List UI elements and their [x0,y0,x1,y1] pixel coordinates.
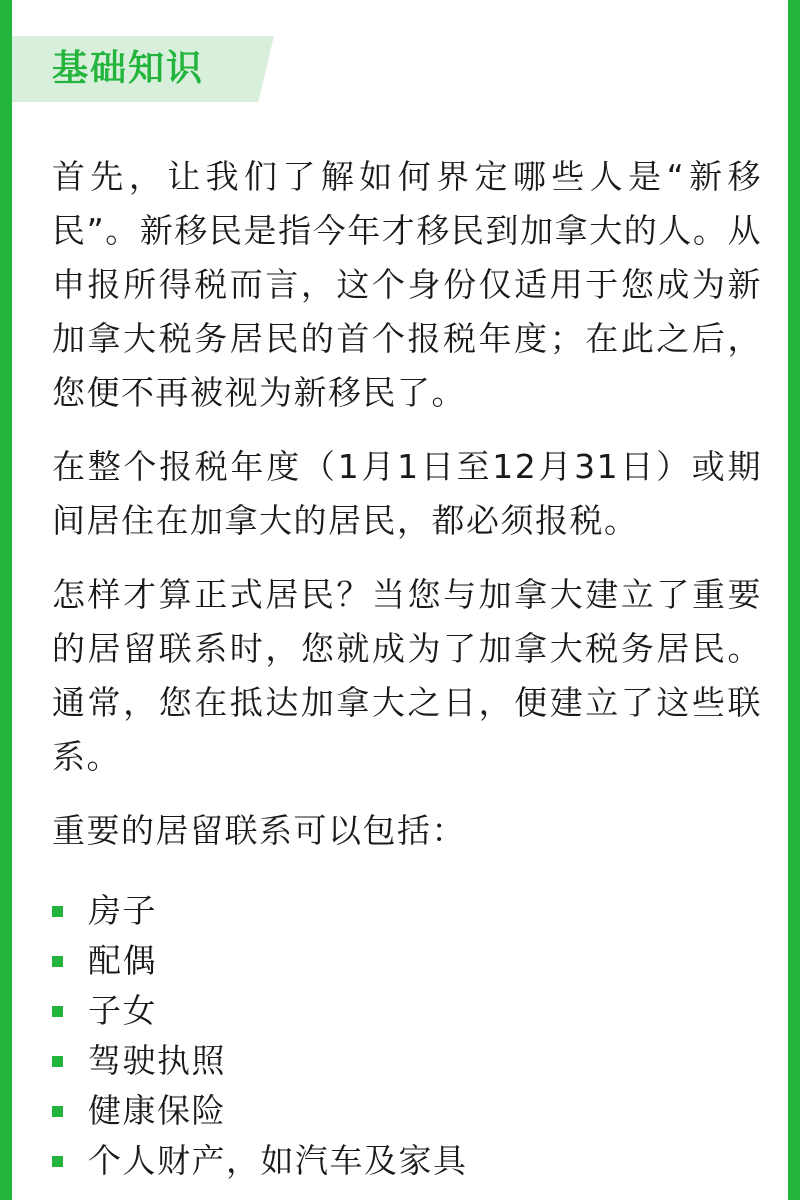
list-item-text: 健康保险 [88,1091,226,1130]
square-bullet-icon [52,1106,63,1117]
square-bullet-icon [52,906,63,917]
left-border [0,0,12,1200]
residential-ties-list [52,886,762,1186]
square-bullet-icon [52,956,63,967]
list-item [52,936,762,986]
square-bullet-icon [52,1056,63,1067]
list-item-text: 房子 [88,891,157,930]
list-item-text: 子女 [88,991,157,1030]
paragraph-filing-requirement: 在整个报税年度（1月1日至12月31日）或期间居住在加拿大的居民，都必须报税。 [52,447,762,540]
square-bullet-icon [52,1156,63,1167]
square-bullet-icon [52,1006,63,1017]
list-item [52,1086,762,1136]
paragraph-new-immigrant-definition: 首先，让我们了解如何界定哪些人是“新移民”。新移民是指今年才移民到加拿大的人。从申报所得税而言，这个身份仅适用于您成为新加拿大税务居民的首个报税年度；在此之后，您便不再被视为新移民了。 [52,157,762,412]
paragraph-ties-intro: 重要的居留联系可以包括： [52,811,466,850]
list-item [52,1136,762,1186]
section-tag-label: 基础知识 [52,48,205,89]
list-item [52,1036,762,1086]
list-item [52,986,762,1036]
list-item-text: 配偶 [88,941,157,980]
right-border [788,0,800,1200]
list-item-text: 个人财产，如汽车及家具 [88,1141,468,1180]
paragraph-residency-ties: 怎样才算正式居民？当您与加拿大建立了重要的居留联系时，您就成为了加拿大税务居民。通常，您在抵达加拿大之日，便建立了这些联系。 [52,575,762,776]
list-item-text: 驾驶执照 [88,1041,226,1080]
list-item [52,886,762,936]
article-body [52,150,762,1186]
